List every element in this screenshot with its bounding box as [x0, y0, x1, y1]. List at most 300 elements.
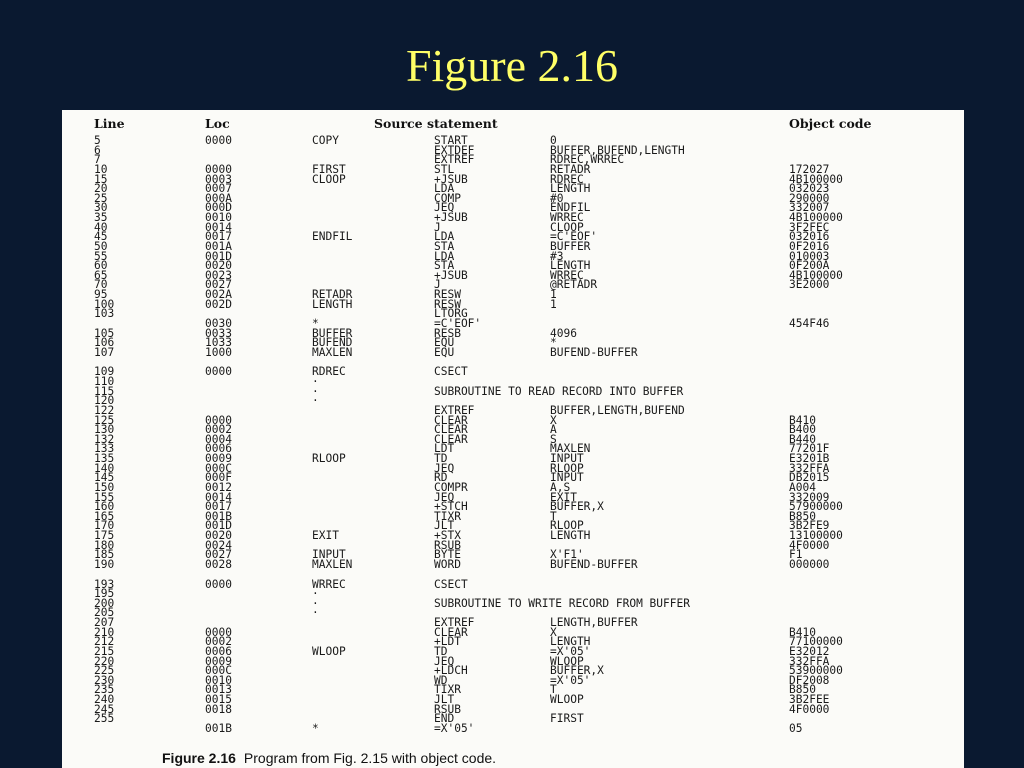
label: COPY — [312, 134, 339, 147]
operation: START — [434, 134, 468, 147]
operation: EQU — [434, 345, 455, 359]
line-number: 230 — [94, 673, 115, 687]
object-code: 332FFA — [789, 461, 830, 475]
object-code: 000000 — [789, 557, 830, 571]
line-number: 45 — [94, 230, 108, 244]
line-number: 107 — [94, 345, 115, 359]
line-number: 65 — [94, 268, 108, 282]
listing-row — [62, 673, 964, 687]
line-number: 6 — [94, 143, 101, 157]
label: EXIT — [312, 529, 339, 542]
object-code: 454F46 — [789, 316, 830, 330]
listing-sheet — [62, 110, 964, 768]
location: 001D — [205, 519, 232, 533]
location: 0012 — [205, 480, 232, 494]
location: 0013 — [205, 683, 232, 697]
location: 0009 — [205, 452, 232, 465]
listing-row — [62, 143, 964, 157]
line-number: 70 — [94, 278, 108, 292]
operand: X'F1' — [550, 548, 584, 562]
location: 0020 — [205, 529, 232, 542]
listing-row — [62, 596, 964, 610]
operation: JEQ — [434, 201, 455, 215]
operation: CSECT — [434, 365, 468, 379]
location: 0000 — [205, 162, 232, 176]
operation: EXTDEF — [434, 143, 475, 157]
operation: STL — [434, 162, 455, 176]
listing-row — [62, 557, 964, 571]
object-code: F1 — [789, 548, 803, 562]
object-code: B850 — [789, 683, 816, 697]
location: 0015 — [205, 693, 232, 706]
operand: RLOOP — [550, 519, 584, 533]
location: 0000 — [205, 577, 232, 591]
line-number: 103 — [94, 307, 115, 321]
line-number: 132 — [94, 432, 115, 446]
line-number: 195 — [94, 587, 115, 601]
listing-row — [62, 280, 964, 290]
line-number: 240 — [94, 693, 115, 706]
operation: COMP — [434, 191, 461, 205]
operation: TD — [434, 644, 448, 658]
listing-row — [62, 425, 964, 435]
operand: MAXLEN — [550, 442, 591, 456]
object-code: 3B2FE9 — [789, 519, 830, 533]
object-code: E3201B — [789, 452, 830, 465]
object-code: 0F200A — [789, 259, 830, 273]
operand: =X'05' — [550, 644, 591, 658]
operand: BUFFER,X — [550, 500, 604, 514]
line-number: 135 — [94, 452, 115, 465]
listing-row — [62, 618, 964, 628]
operation: EXTREF — [434, 153, 475, 167]
object-code: 4B100000 — [789, 211, 843, 224]
line-number: 190 — [94, 557, 115, 571]
line-number: 215 — [94, 644, 115, 658]
figure-caption — [162, 750, 496, 766]
caption-label: Figure 2.16 — [162, 750, 236, 766]
operation: +LDT — [434, 635, 461, 649]
operand: INPUT — [550, 452, 584, 465]
line-number: 115 — [94, 384, 115, 398]
operation: +JSUB — [434, 268, 468, 282]
operand: T — [550, 683, 557, 697]
operand: WLOOP — [550, 693, 584, 706]
listing-row — [62, 297, 964, 311]
listing-row — [62, 326, 964, 340]
line-number: 95 — [94, 288, 108, 301]
object-code: 05 — [789, 721, 803, 735]
operation: EQU — [434, 336, 455, 350]
label: BUFEND — [312, 336, 353, 350]
line-number: 212 — [94, 635, 115, 649]
label: RETADR — [312, 288, 353, 301]
location: 001B — [205, 721, 232, 735]
line-number: 30 — [94, 201, 108, 215]
operation: LDA — [434, 230, 455, 244]
location: 0010 — [205, 673, 232, 687]
location: 0017 — [205, 500, 232, 514]
operation: TD — [434, 452, 448, 465]
label: · — [312, 375, 319, 388]
label: · — [312, 596, 319, 610]
line-number: 207 — [94, 616, 115, 629]
section-gap — [62, 570, 964, 580]
operand: =C'EOF' — [550, 230, 598, 244]
operation: +STX — [434, 529, 461, 542]
line-number: 125 — [94, 413, 115, 427]
listing-row — [62, 714, 964, 724]
listing-row — [62, 608, 964, 618]
operand: 0 — [550, 134, 557, 147]
object-code: 4F0000 — [789, 702, 830, 716]
object-code: 0F2016 — [789, 239, 830, 253]
line-number: 122 — [94, 403, 115, 417]
listing-row — [62, 721, 964, 735]
location: 1033 — [205, 336, 232, 350]
operand: BUFEND-BUFFER — [550, 557, 638, 571]
listing-row — [62, 403, 964, 417]
object-code: 032016 — [789, 230, 830, 244]
operation: RESW — [434, 288, 461, 301]
operation: RD — [434, 471, 448, 485]
header-source: Source statement — [374, 116, 498, 131]
line-number: 175 — [94, 529, 115, 542]
object-code: 332009 — [789, 490, 830, 504]
operation: EXTREF — [434, 616, 475, 629]
label: RDREC — [312, 365, 346, 379]
listing-row — [62, 413, 964, 427]
listing-row — [62, 538, 964, 552]
object-code: 172027 — [789, 162, 830, 176]
operation: STA — [434, 259, 455, 273]
location: 000C — [205, 461, 232, 475]
line-number: 160 — [94, 500, 115, 514]
operation: +JSUB — [434, 172, 468, 186]
operation: RSUB — [434, 538, 461, 552]
line-number: 105 — [94, 326, 115, 340]
operand: 1 — [550, 288, 557, 301]
object-code: A004 — [789, 480, 816, 494]
operation: JLT — [434, 519, 455, 533]
operand: 4096 — [550, 326, 577, 340]
line-number: 220 — [94, 654, 115, 668]
operand: RDREC,WRREC — [550, 153, 625, 167]
object-code: 53900000 — [789, 664, 843, 678]
line-number: 130 — [94, 423, 115, 437]
line-number: 210 — [94, 625, 115, 639]
line-number: 100 — [94, 297, 115, 311]
operation: CLEAR — [434, 432, 468, 446]
label: FIRST — [312, 162, 346, 176]
line-number: 255 — [94, 712, 115, 726]
operand: #3 — [550, 249, 564, 263]
operand: BUFFER,BUFEND,LENGTH — [550, 143, 685, 157]
location: 0017 — [205, 230, 232, 244]
label: · — [312, 394, 319, 408]
operand: LENGTH,BUFFER — [550, 616, 638, 629]
line-number: 235 — [94, 683, 115, 697]
location: 0014 — [205, 490, 232, 504]
line-number: 170 — [94, 519, 115, 533]
listing-row — [62, 136, 964, 146]
object-code: B850 — [789, 509, 816, 523]
location: 0010 — [205, 211, 232, 224]
location: 0024 — [205, 538, 232, 552]
operation: +JSUB — [434, 211, 468, 224]
label: · — [312, 587, 319, 601]
operation: WORD — [434, 557, 461, 571]
object-code: 3F2FEC — [789, 220, 830, 234]
label: WLOOP — [312, 644, 346, 658]
operation: COMPR — [434, 480, 468, 494]
object-code: 4F0000 — [789, 538, 830, 552]
line-number: 110 — [94, 375, 115, 388]
operation: SUBROUTINE TO WRITE RECORD FROM BUFFER — [434, 596, 690, 610]
label: CLOOP — [312, 172, 346, 186]
location: 0000 — [205, 134, 232, 147]
operand: X — [550, 625, 557, 639]
operation: LDT — [434, 442, 455, 456]
operation: JEQ — [434, 490, 455, 504]
operation: RSUB — [434, 702, 461, 716]
line-number: 180 — [94, 538, 115, 552]
operation: J — [434, 220, 441, 234]
operation: RESB — [434, 326, 461, 340]
operand: WLOOP — [550, 654, 584, 668]
location: 0000 — [205, 625, 232, 639]
operand: WRREC — [550, 211, 584, 224]
object-code: 77100000 — [789, 635, 843, 649]
location: 0027 — [205, 548, 232, 562]
header-loc: Loc — [205, 116, 230, 131]
operation: LTORG — [434, 307, 468, 321]
operation: RESW — [434, 297, 461, 311]
object-code: 77201F — [789, 442, 830, 456]
listing-row — [62, 316, 964, 330]
operation: CLEAR — [434, 413, 468, 427]
line-number: 106 — [94, 336, 115, 350]
listing-row — [62, 502, 964, 512]
operand: LENGTH — [550, 259, 591, 273]
operand: 1 — [550, 297, 557, 311]
operation: JLT — [434, 693, 455, 706]
object-code: E32012 — [789, 644, 830, 658]
location: 0002 — [205, 635, 232, 649]
line-number: 60 — [94, 259, 108, 273]
line-number: 245 — [94, 702, 115, 716]
section-gap — [62, 357, 964, 367]
object-code: 4B100000 — [789, 172, 843, 186]
location: 001A — [205, 239, 232, 253]
operation: JEQ — [434, 654, 455, 668]
listing-row — [62, 367, 964, 377]
operand: @RETADR — [550, 278, 598, 292]
line-number: 155 — [94, 490, 115, 504]
object-code: 332007 — [789, 201, 830, 215]
label: LENGTH — [312, 297, 353, 311]
operand: =X'05' — [550, 673, 591, 687]
location: 0018 — [205, 702, 232, 716]
listing-row — [62, 702, 964, 716]
location: 000A — [205, 191, 232, 205]
object-code: B410 — [789, 413, 816, 427]
listing-row — [62, 290, 964, 300]
operand: LENGTH — [550, 635, 591, 649]
location: 000F — [205, 471, 232, 485]
line-number: 225 — [94, 664, 115, 678]
label: * — [312, 316, 319, 330]
object-code: DF2008 — [789, 673, 830, 687]
object-code: 010003 — [789, 249, 830, 263]
line-number: 140 — [94, 461, 115, 475]
object-code: 290000 — [789, 191, 830, 205]
location: 0006 — [205, 442, 232, 456]
line-number: 25 — [94, 191, 108, 205]
location: 0033 — [205, 326, 232, 340]
operation: LDA — [434, 182, 455, 196]
operand: CLOOP — [550, 220, 584, 234]
object-code: 3E2000 — [789, 278, 830, 292]
operand: BUFEND-BUFFER — [550, 345, 638, 359]
operand: A,S — [550, 480, 571, 494]
object-code: DB2015 — [789, 471, 830, 485]
operand: BUFFER — [550, 239, 591, 253]
location: 1000 — [205, 345, 232, 359]
line-number: 50 — [94, 239, 108, 253]
location: 0000 — [205, 413, 232, 427]
operand: FIRST — [550, 712, 584, 726]
listing-rows — [62, 136, 964, 734]
operand: WRREC — [550, 268, 584, 282]
location: 0003 — [205, 172, 232, 186]
location: 0028 — [205, 557, 232, 571]
label: WRREC — [312, 577, 346, 591]
object-code: B400 — [789, 423, 816, 437]
header-object: Object code — [789, 116, 872, 131]
operand: ENDFIL — [550, 201, 591, 215]
operation: EXTREF — [434, 403, 475, 417]
label: * — [312, 721, 319, 735]
listing-row — [62, 577, 964, 591]
object-code: 57900000 — [789, 500, 843, 514]
listing-row — [62, 345, 964, 359]
location: 000D — [205, 201, 232, 215]
operand: RETADR — [550, 162, 591, 176]
operation: LDA — [434, 249, 455, 263]
label: INPUT — [312, 548, 346, 562]
object-code: 032023 — [789, 182, 830, 196]
operand: LENGTH — [550, 182, 591, 196]
listing-row — [62, 396, 964, 406]
location: 0009 — [205, 654, 232, 668]
slide-title: Figure 2.16 — [405, 40, 619, 91]
location: 001B — [205, 509, 232, 523]
line-number: 10 — [94, 162, 108, 176]
line-number: 165 — [94, 509, 115, 523]
line-number: 185 — [94, 548, 115, 562]
line-number: 150 — [94, 480, 115, 494]
operand: RLOOP — [550, 461, 584, 475]
operand: BUFFER,LENGTH,BUFEND — [550, 403, 685, 417]
location: 002D — [205, 297, 232, 311]
line-number: 145 — [94, 471, 115, 485]
location: 0004 — [205, 432, 232, 446]
location: 0006 — [205, 644, 232, 658]
line-number: 200 — [94, 596, 115, 610]
label: MAXLEN — [312, 345, 353, 359]
operand: LENGTH — [550, 529, 591, 542]
label: ENDFIL — [312, 230, 353, 244]
caption-text: Program from Fig. 2.15 with object code. — [243, 750, 497, 766]
location: 0020 — [205, 259, 232, 273]
location: 0000 — [205, 365, 232, 379]
label: MAXLEN — [312, 557, 353, 571]
line-number: 35 — [94, 211, 108, 224]
operand: #0 — [550, 191, 564, 205]
location: 0027 — [205, 278, 232, 292]
operand: A — [550, 423, 557, 437]
location: 0007 — [205, 182, 232, 196]
location: 002A — [205, 288, 232, 301]
operation: CLEAR — [434, 625, 468, 639]
object-code: B440 — [789, 432, 816, 446]
operation: SUBROUTINE TO READ RECORD INTO BUFFER — [434, 384, 684, 398]
location: 0023 — [205, 268, 232, 282]
operation: CLEAR — [434, 423, 468, 437]
object-code: 332FFA — [789, 654, 830, 668]
operation: STA — [434, 239, 455, 253]
location: 0002 — [205, 423, 232, 437]
location: 0030 — [205, 316, 232, 330]
line-number: 7 — [94, 153, 101, 167]
operation: JEQ — [434, 461, 455, 475]
listing-row — [62, 473, 964, 483]
line-number: 20 — [94, 182, 108, 196]
listing-row — [62, 384, 964, 398]
operand: RDREC — [550, 172, 584, 186]
operation: TIXR — [434, 683, 461, 697]
label: · — [312, 606, 319, 620]
location: 000C — [205, 664, 232, 678]
operation: WD — [434, 673, 448, 687]
line-number: 5 — [94, 134, 101, 147]
line-number: 205 — [94, 606, 115, 620]
location: 0014 — [205, 220, 232, 234]
object-code: 4B100000 — [789, 268, 843, 282]
label: RLOOP — [312, 452, 346, 465]
operation: =X'05' — [434, 721, 475, 735]
operand: EXIT — [550, 490, 577, 504]
label: · — [312, 384, 319, 398]
operation: CSECT — [434, 577, 468, 591]
listing-row — [62, 338, 964, 348]
operation: +LDCH — [434, 664, 468, 678]
operation: =C'EOF' — [434, 316, 482, 330]
object-code: 3B2FEE — [789, 693, 830, 706]
operand: * — [550, 336, 557, 350]
operation: END — [434, 712, 455, 726]
line-number: 40 — [94, 220, 108, 234]
operation: BYTE — [434, 548, 461, 562]
line-number: 133 — [94, 442, 115, 456]
header-line: Line — [94, 116, 125, 131]
operand: S — [550, 432, 557, 446]
operand: X — [550, 413, 557, 427]
operand: T — [550, 509, 557, 523]
operation: +STCH — [434, 500, 468, 514]
line-number: 55 — [94, 249, 108, 263]
